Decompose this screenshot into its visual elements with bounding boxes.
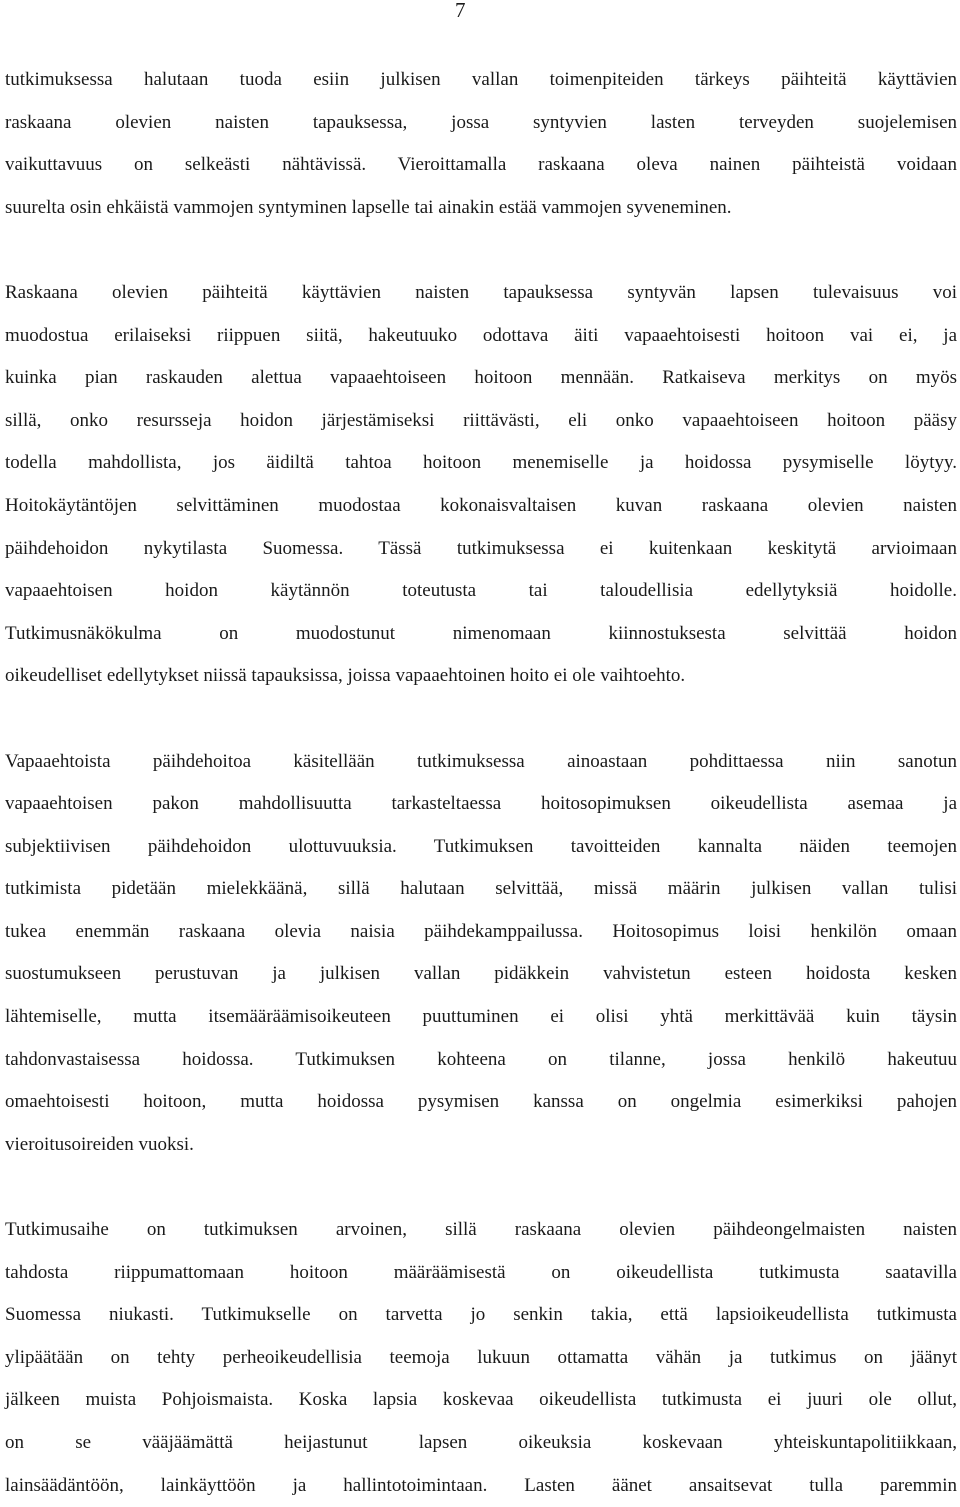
text-line: tutkimista pidetään mielekkäänä, sillä halutaan selvittää, missä määrin julkisen vallan tulisi xyxy=(5,878,957,900)
text-line: lähtemiselle, mutta itsemääräämisoikeuteen puuttuminen ei olisi yhtä merkittävää kuin täysin xyxy=(5,1006,957,1028)
page-number: 7 xyxy=(455,0,466,22)
text-line: suurelta osin ehkäistä vammojen syntyminen lapselle tai ainakin estää vammojen syveneminen. xyxy=(5,196,732,218)
text-line: omaehtoisesti hoitoon, mutta hoidossa pysymisen kanssa on ongelmia esimerkiksi pahojen xyxy=(5,1091,957,1113)
paragraph-2 xyxy=(5,272,957,698)
text-line: Suomessa niukasti. Tutkimukselle on tarvetta jo senkin takia, että lapsioikeudellista tutkimusta xyxy=(5,1304,957,1326)
text-line: Hoitokäytäntöjen selvittäminen muodostaa kokonaisvaltaisen kuvan raskaana olevien naisten xyxy=(5,494,957,516)
text-line: ylipäätään on tehty perheoikeudellisia teemoja lukuun ottamatta vähän ja tutkimus on jäänyt xyxy=(5,1346,957,1368)
text-line: jälkeen muista Pohjoismaista. Koska lapsia koskevaa oikeudellista tutkimusta ei juuri ole ollut, xyxy=(5,1389,957,1411)
text-line: sillä, onko resursseja hoidon järjestämiseksi riittävästi, eli onko vapaaehtoiseen hoitoon pääsy xyxy=(5,409,957,431)
paragraph-gap xyxy=(5,1166,957,1209)
document-body xyxy=(5,59,957,1507)
paragraph-gap xyxy=(5,229,957,272)
text-line: subjektiivisen päihdehoidon ulottuvuuksia. Tutkimuksen tavoitteiden kannalta näiden teemojen xyxy=(5,835,957,857)
text-line: Raskaana olevien päihteitä käyttävien naisten tapauksessa syntyvän lapsen tulevaisuus voi xyxy=(5,281,957,303)
text-line: suostumukseen perustuvan ja julkisen vallan pidäkkein vahvistetun esteen hoidosta kesken xyxy=(5,963,957,985)
text-line: tukea enemmän raskaana olevia naisia päihdekamppailussa. Hoitosopimus loisi henkilön omaan xyxy=(5,920,957,942)
text-line: vapaaehtoisen hoidon käytännön toteutusta tai taloudellisia edellytyksiä hoidolle. xyxy=(5,580,957,602)
text-line: kuinka pian raskauden alettua vapaaehtoiseen hoitoon mennään. Ratkaiseva merkitys on myös xyxy=(5,367,957,389)
text-line: todella mahdollista, jos äidiltä tahtoa hoitoon menemiselle ja hoidossa pysymiselle löytyy. xyxy=(5,452,957,474)
paragraph-1 xyxy=(5,59,957,229)
text-line: tahdonvastaisessa hoidossa. Tutkimuksen kohteena on tilanne, jossa henkilö hakeutuu xyxy=(5,1048,957,1070)
text-line: vapaaehtoisen pakon mahdollisuutta tarkasteltaessa hoitosopimuksen oikeudellista asemaa ja xyxy=(5,793,957,815)
paragraph-4 xyxy=(5,1209,957,1507)
paragraph-3 xyxy=(5,741,957,1167)
text-line: tutkimuksessa halutaan tuoda esiin julkisen vallan toimenpiteiden tärkeys päihteitä käyttävien xyxy=(5,69,957,90)
text-line: raskaana olevien naisten tapauksessa, jossa syntyvien lasten terveyden suojelemisen xyxy=(5,111,957,133)
text-line: Tutkimusaihe on tutkimuksen arvoinen, sillä raskaana olevien päihdeongelmaisten naisten xyxy=(5,1219,957,1241)
text-line: päihdehoidon nykytilasta Suomessa. Tässä tutkimuksessa ei kuitenkaan keskitytä arvioimaan xyxy=(5,537,957,559)
text-line: Vapaaehtoista päihdehoitoa käsitellään tutkimuksessa ainoastaan pohdittaessa niin sanotun xyxy=(5,750,957,772)
text-line: vaikuttavuus on selkeästi nähtävissä. Vieroittamalla raskaana oleva nainen päihteistä voidaan xyxy=(5,154,957,176)
text-line: lainsäädäntöön, lainkäyttöön ja hallintotoimintaan. Lasten äänet ansaitsevat tulla paremmin xyxy=(5,1474,957,1496)
text-line: Tutkimusnäkökulma on muodostunut nimenomaan kiinnostuksesta selvittää hoidon xyxy=(5,622,957,644)
text-line: oikeudelliset edellytykset niissä tapauksissa, joissa vapaaehtoinen hoito ei ole vaihtoehto. xyxy=(5,665,686,687)
text-line: tahdosta riippumattomaan hoitoon määräämisestä on oikeudellista tutkimusta saatavilla xyxy=(5,1261,957,1283)
paragraph-gap xyxy=(5,698,957,741)
text-line: on se vääjäämättä heijastunut lapsen oikeuksia koskevaan yhteiskuntapolitiikkaan, xyxy=(5,1432,957,1453)
text-line: vieroitusoireiden vuoksi. xyxy=(5,1133,194,1155)
text-line: muodostua erilaiseksi riippuen siitä, hakeutuuko odottava äiti vapaaehtoisesti hoitoon vai ei, ja xyxy=(5,324,957,346)
